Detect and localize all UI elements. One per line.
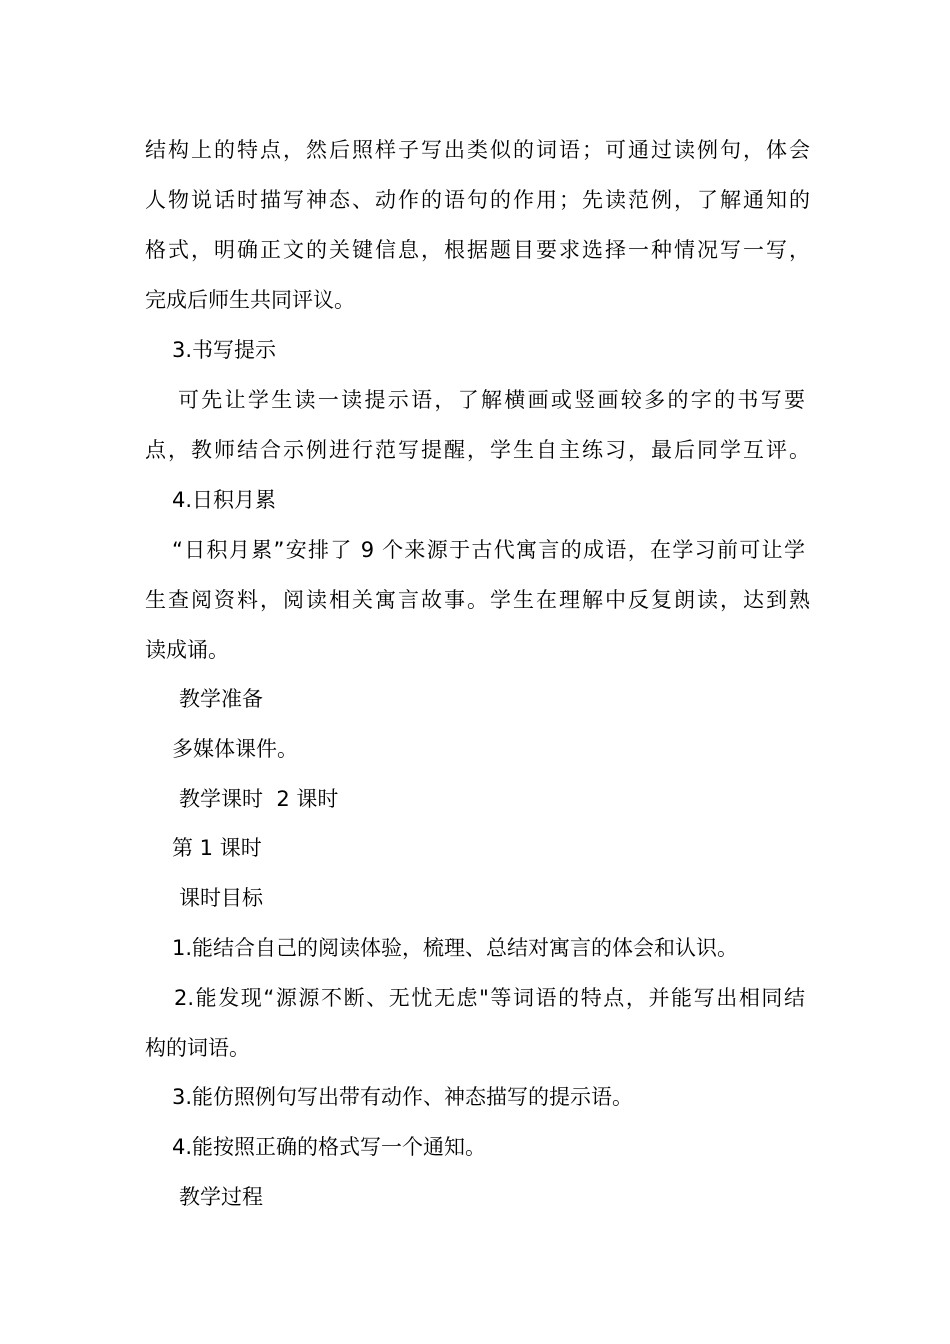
paragraph-line: 读成诵。	[145, 638, 229, 662]
paragraph-line: 构的词语。	[145, 1036, 250, 1060]
paragraph-line: 人物说话时描写神态、动作的语句的作用；先读范例，了解通知的	[145, 188, 810, 212]
list-item: 1.能结合自己的阅读体验，梳理、总结对寓言的体会和认识。	[172, 936, 739, 960]
paragraph-line: 可先让学生读一读提示语，了解横画或竖画较多的字的书写要	[178, 388, 805, 412]
paragraph-line: 多媒体课件。	[172, 737, 298, 761]
section-heading: 4.日积月累	[172, 488, 277, 512]
paragraph-line: 点，教师结合示例进行范写提醒，学生自主练习，最后同学互评。	[145, 438, 810, 462]
paragraph-line: 结构上的特点，然后照样子写出类似的词语；可通过读例句，体会	[145, 138, 810, 162]
section-heading: 3.书写提示	[172, 338, 277, 362]
section-heading: 教学过程	[179, 1185, 263, 1209]
list-item: 4.能按照正确的格式写一个通知。	[172, 1135, 487, 1159]
paragraph-line: “日积月累”安排了 9 个来源于古代寓言的成语，在学习前可让学	[172, 538, 805, 562]
section-heading: 教学准备	[179, 687, 263, 711]
list-item: 3.能仿照例句写出带有动作、神态描写的提示语。	[172, 1085, 634, 1109]
paragraph-line: 生查阅资料，阅读相关寓言故事。学生在理解中反复朗读，达到熟	[145, 588, 810, 612]
list-item: 2.能发现“源源不断、无忧无虑"等词语的特点，并能写出相同结	[174, 986, 805, 1010]
section-heading: 第 1 课时	[172, 836, 262, 860]
paragraph-line: 格式，明确正文的关键信息，根据题目要求选择一种情况写一写，	[145, 238, 810, 262]
paragraph-line: 完成后师生共同评议。	[145, 288, 355, 312]
section-heading: 教学课时 2 课时	[179, 787, 339, 811]
section-heading: 课时目标	[179, 886, 263, 910]
